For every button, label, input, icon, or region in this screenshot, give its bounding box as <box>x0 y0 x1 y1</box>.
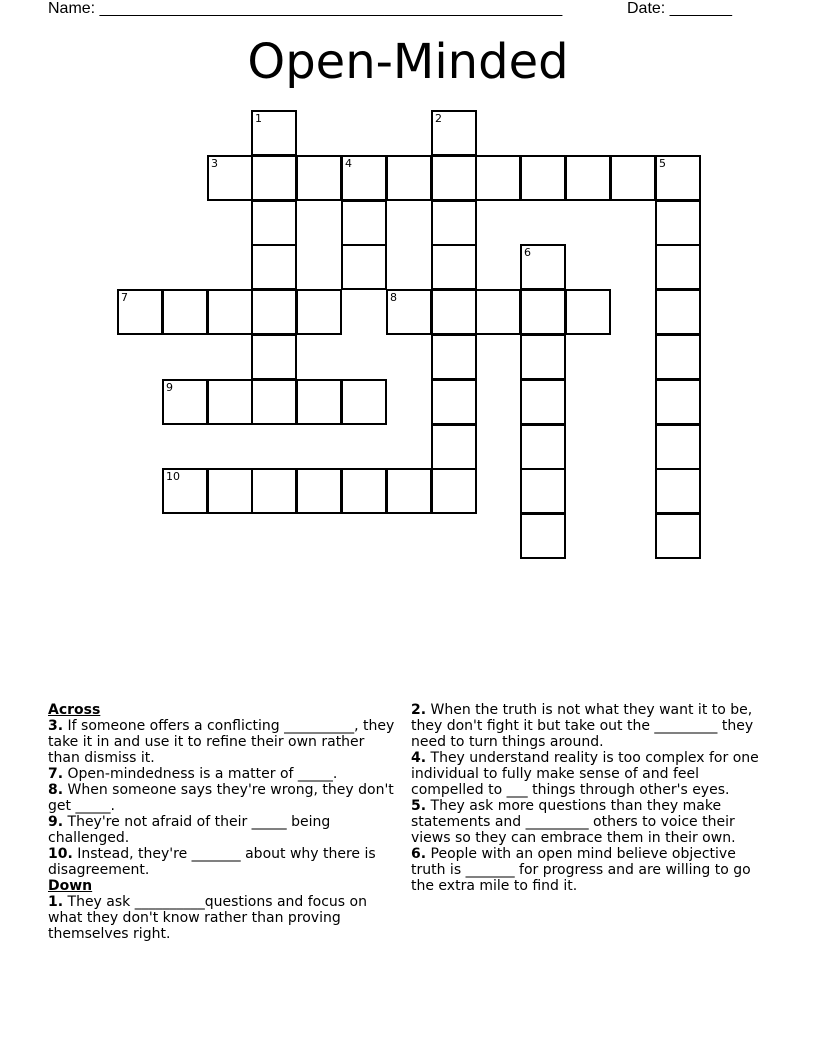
grid-cell[interactable] <box>207 155 253 201</box>
grid-cell[interactable] <box>565 155 611 201</box>
grid-cell[interactable] <box>207 379 253 425</box>
across-clue-9: 9. They're not afraid of their _____ being challenged. <box>48 814 331 846</box>
grid-cell[interactable] <box>431 379 477 425</box>
grid-cell[interactable] <box>207 468 253 514</box>
grid-cell[interactable] <box>431 424 477 470</box>
grid-cell[interactable] <box>655 334 701 380</box>
down-clue-6: 6. People with an open mind believe objective truth is _______ for progress and are willing to go the extra mile to find it. <box>411 846 751 894</box>
across-clue-3: 3. If someone offers a conflicting __________, they take it in and use it to refine their own rather than dismiss it. <box>48 718 395 766</box>
clue-number: 6 <box>524 246 531 259</box>
clue-number: 2 <box>435 112 442 125</box>
across-clue-10: 10. Instead, they're _______ about why there is disagreement. <box>48 846 376 878</box>
grid-cell[interactable] <box>520 468 566 514</box>
grid-cell[interactable] <box>341 244 387 290</box>
down-clue-4: 4. They understand reality is too complex for one individual to fully make sense of and feel compelled to ___ things through other's eyes. <box>411 750 759 798</box>
down-heading: Down <box>48 878 93 894</box>
grid-cell[interactable] <box>431 334 477 380</box>
grid-cell[interactable] <box>655 200 701 246</box>
clue-number: 4 <box>345 157 352 170</box>
clue-number: 1 <box>255 112 262 125</box>
clue-number: 3 <box>211 157 218 170</box>
clues-left-column <box>48 702 400 942</box>
across-clue-7: 7. Open-mindedness is a matter of _____. <box>48 766 338 782</box>
clue-number: 9 <box>166 381 173 394</box>
grid-cell[interactable] <box>520 244 566 290</box>
grid-cell[interactable] <box>520 155 566 201</box>
grid-cell[interactable] <box>251 155 297 201</box>
date-field-label: Date: _______ <box>627 0 732 17</box>
across-clue-8: 8. When someone says they're wrong, they don't get _____. <box>48 782 394 814</box>
grid-cell[interactable] <box>520 379 566 425</box>
grid-cell[interactable] <box>520 513 566 559</box>
grid-cell[interactable] <box>431 110 477 156</box>
grid-cell[interactable] <box>341 379 387 425</box>
grid-cell[interactable] <box>655 155 701 201</box>
grid-cell[interactable] <box>162 289 208 335</box>
grid-cell[interactable] <box>341 200 387 246</box>
grid-cell[interactable] <box>207 289 253 335</box>
grid-cell[interactable] <box>565 289 611 335</box>
grid-cell[interactable] <box>296 468 342 514</box>
grid-cell[interactable] <box>251 110 297 156</box>
grid-cell[interactable] <box>341 155 387 201</box>
grid-cell[interactable] <box>296 379 342 425</box>
across-heading: Across <box>48 702 101 718</box>
down-clue-2: 2. When the truth is not what they want it to be, they don't fight it but take out the _________ they need to turn things around. <box>411 702 754 750</box>
grid-cell[interactable] <box>610 155 656 201</box>
down-clue-1: 1. They ask __________questions and focus on what they don't know rather than proving themselves right. <box>48 894 367 942</box>
grid-cell[interactable] <box>296 289 342 335</box>
grid-cell[interactable] <box>162 468 208 514</box>
grid-cell[interactable] <box>655 468 701 514</box>
grid-cell[interactable] <box>296 155 342 201</box>
down-clue-5: 5. They ask more questions than they make statements and _________ others to voice their views so they can embrace them in their own. <box>411 798 736 846</box>
grid-cell[interactable] <box>655 424 701 470</box>
grid-cell[interactable] <box>431 468 477 514</box>
page-title: Open-Minded <box>247 34 569 90</box>
grid-cell[interactable] <box>251 289 297 335</box>
grid-cell[interactable] <box>520 289 566 335</box>
grid-cell[interactable] <box>431 244 477 290</box>
grid-cell[interactable] <box>475 155 521 201</box>
grid-cell[interactable] <box>655 379 701 425</box>
grid-cell[interactable] <box>520 334 566 380</box>
grid-cell[interactable] <box>431 289 477 335</box>
clue-number: 7 <box>121 291 128 304</box>
grid-cell[interactable] <box>386 155 432 201</box>
grid-cell[interactable] <box>655 244 701 290</box>
grid-cell[interactable] <box>655 513 701 559</box>
clue-number: 5 <box>659 157 666 170</box>
grid-cell[interactable] <box>251 334 297 380</box>
grid-cell[interactable] <box>655 289 701 335</box>
grid-cell[interactable] <box>251 200 297 246</box>
grid-cell[interactable] <box>386 468 432 514</box>
grid-cell[interactable] <box>117 289 163 335</box>
grid-cell[interactable] <box>251 468 297 514</box>
grid-cell[interactable] <box>251 244 297 290</box>
grid-cell[interactable] <box>162 379 208 425</box>
clue-number: 10 <box>166 470 180 483</box>
grid-cell[interactable] <box>251 379 297 425</box>
grid-cell[interactable] <box>431 155 477 201</box>
grid-cell[interactable] <box>431 200 477 246</box>
grid-cell[interactable] <box>520 424 566 470</box>
name-field-label: Name: ____________________________________________________ <box>48 0 563 17</box>
grid-cell[interactable] <box>341 468 387 514</box>
clues-right-column <box>411 702 763 894</box>
clue-number: 8 <box>390 291 397 304</box>
grid-cell[interactable] <box>475 289 521 335</box>
grid-cell[interactable] <box>386 289 432 335</box>
